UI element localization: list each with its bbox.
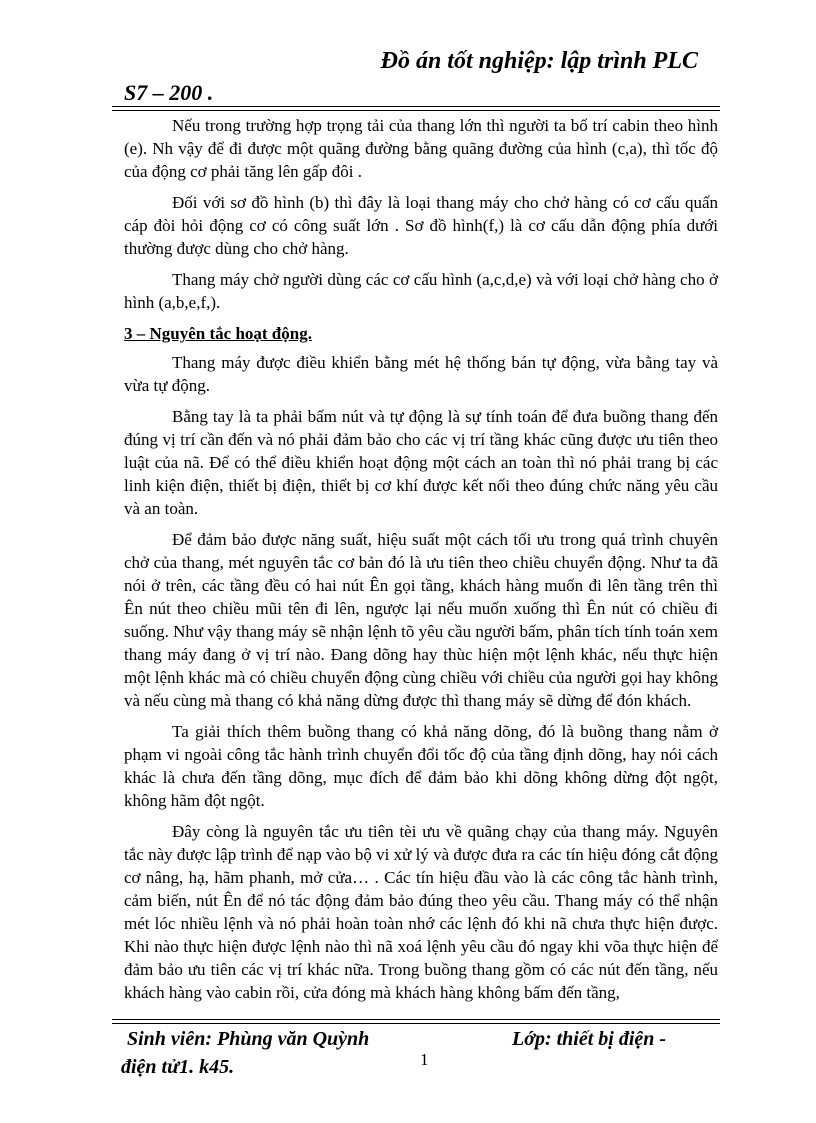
- paragraph: Ta giải thích thêm buồng thang có khả năng dõng, đó là buồng thang nằm ở phạm vi ngoài công tắc hành trình chuyển đổi tốc độ của tầng định dõng, hay nói cách khác là chưa đến tầng dõng, mục đích để đảm bảo khi dõng không dừng đột ngột, không hãm đột ngột.: [124, 722, 718, 810]
- paragraph: Bằng tay là ta phải bấm nút và tự động là sự tính toán để đưa buồng thang đến đúng vị trí cần đến và nó phải đảm bảo cho các vị trí tầng khác cũng được ưu tiên theo luật của nã. Để có thể điều khiển hoạt động một cách an toàn thì nó phải trang bị các linh kiện điện, thiết bị điện, thiết bị cơ khí được kết nối theo đúng chức năng yêu cầu và an toàn.: [124, 407, 718, 518]
- footer-class-continued: điện tử1. k45.: [121, 1056, 235, 1078]
- paragraph: Để đảm bảo được năng suất, hiệu suất một cách tối ưu trong quá trình chuyên chở của thang, mét nguyên tắc cơ bản đó là ưu tiên theo chiều chuyển động. Như ta đã nói ở trên, các tầng đều có hai nút Ên gọi tầng, khách hàng muốn đi lên tầng trên thì Ên nút theo chiều mũi tên đi lên, ngược lại nếu muốn xuống thì Ên nút có chiều đi suống. Như vậy thang máy sẽ nhận lệnh tõ yêu cầu người bấm, phân tích tính toán xem thang máy đang ở vị trí nào. Đang dõng hay thùc hiện một lệnh khác, nếu thực hiện một lệnh khác mà có chiều chuyển động cùng chiều với chiều của người gọi hay không và nếu cùng mà thang có khả năng dừng được thì thang máy sẽ dừng để đón khách.: [124, 530, 718, 710]
- paragraph: Thang máy chở người dùng các cơ cấu hình (a,c,d,e) và với loại chở hàng cho ở hình (a,b,e,f,).: [124, 270, 718, 312]
- paragraph: Thang máy được điều khiển bằng mét hệ thống bán tự động, vừa bằng tay và vừa tự động.: [124, 353, 718, 395]
- header-rule: [112, 106, 720, 107]
- body-text: [124, 114, 718, 1012]
- paragraph: Đối với sơ đồ hình (b) thì đây là loại thang máy cho chở hàng có cơ cấu quấn cáp đòi hỏi động cơ có công suất lớn . Sơ đồ hình(f,) là cơ cấu dẫn động phía dưới thường được dùng cho chở hàng.: [124, 193, 718, 258]
- footer-rule: [112, 1019, 720, 1020]
- header-rule-second: [112, 110, 720, 111]
- section-heading: 3 – Nguyên tắc hoạt động.: [124, 324, 312, 343]
- footer-rule-second: [112, 1023, 720, 1024]
- page-number: 1: [420, 1050, 429, 1069]
- document-subtitle: S7 – 200 .: [124, 80, 214, 105]
- document-title: Đồ án tốt nghiệp: lập trình PLC: [380, 48, 698, 74]
- footer-student: Sinh viên: Phùng văn Quỳnh: [127, 1028, 370, 1050]
- footer-class: Lớp: thiết bị điện -: [512, 1028, 667, 1050]
- paragraph: Đây còng là nguyên tắc ưu tiên tèi ưu về quãng chạy của thang máy. Nguyên tắc này được lập trình để nạp vào bộ vi xử lý và được đưa ra các tín hiệu đóng cắt động cơ nâng, hạ, hãm phanh, mở cửa… . Các tín hiệu đầu vào là các công tắc hành trình, cảm biến, nút Ên để nó tác động đảm bảo đúng theo yêu cầu. Thang máy có thể nhận mét lóc nhiều lệnh và nó phải hoàn toàn nhớ các lệnh đó khi nã chưa thực hiện được. Khi nào thực hiện được lệnh nào thì nã xoá lệnh yêu cầu đó ngay khi võa thực hiện để đảm bảo ưu tiên các vị trí khác nữa. Trong buồng thang gồm có các nút đến tầng, nếu khách hàng vào cabin rồi, cửa đóng mà khách hàng không bấm đến tầng,: [124, 822, 718, 1002]
- paragraph: Nếu trong trường hợp trọng tải của thang lớn thì người ta bố trí cabin theo hình (e). Nh vậy để đi được một quãng đường bằng quãng đường của hình (c,a), thì tốc độ của động cơ phải tăng lên gấp đôi .: [124, 116, 718, 181]
